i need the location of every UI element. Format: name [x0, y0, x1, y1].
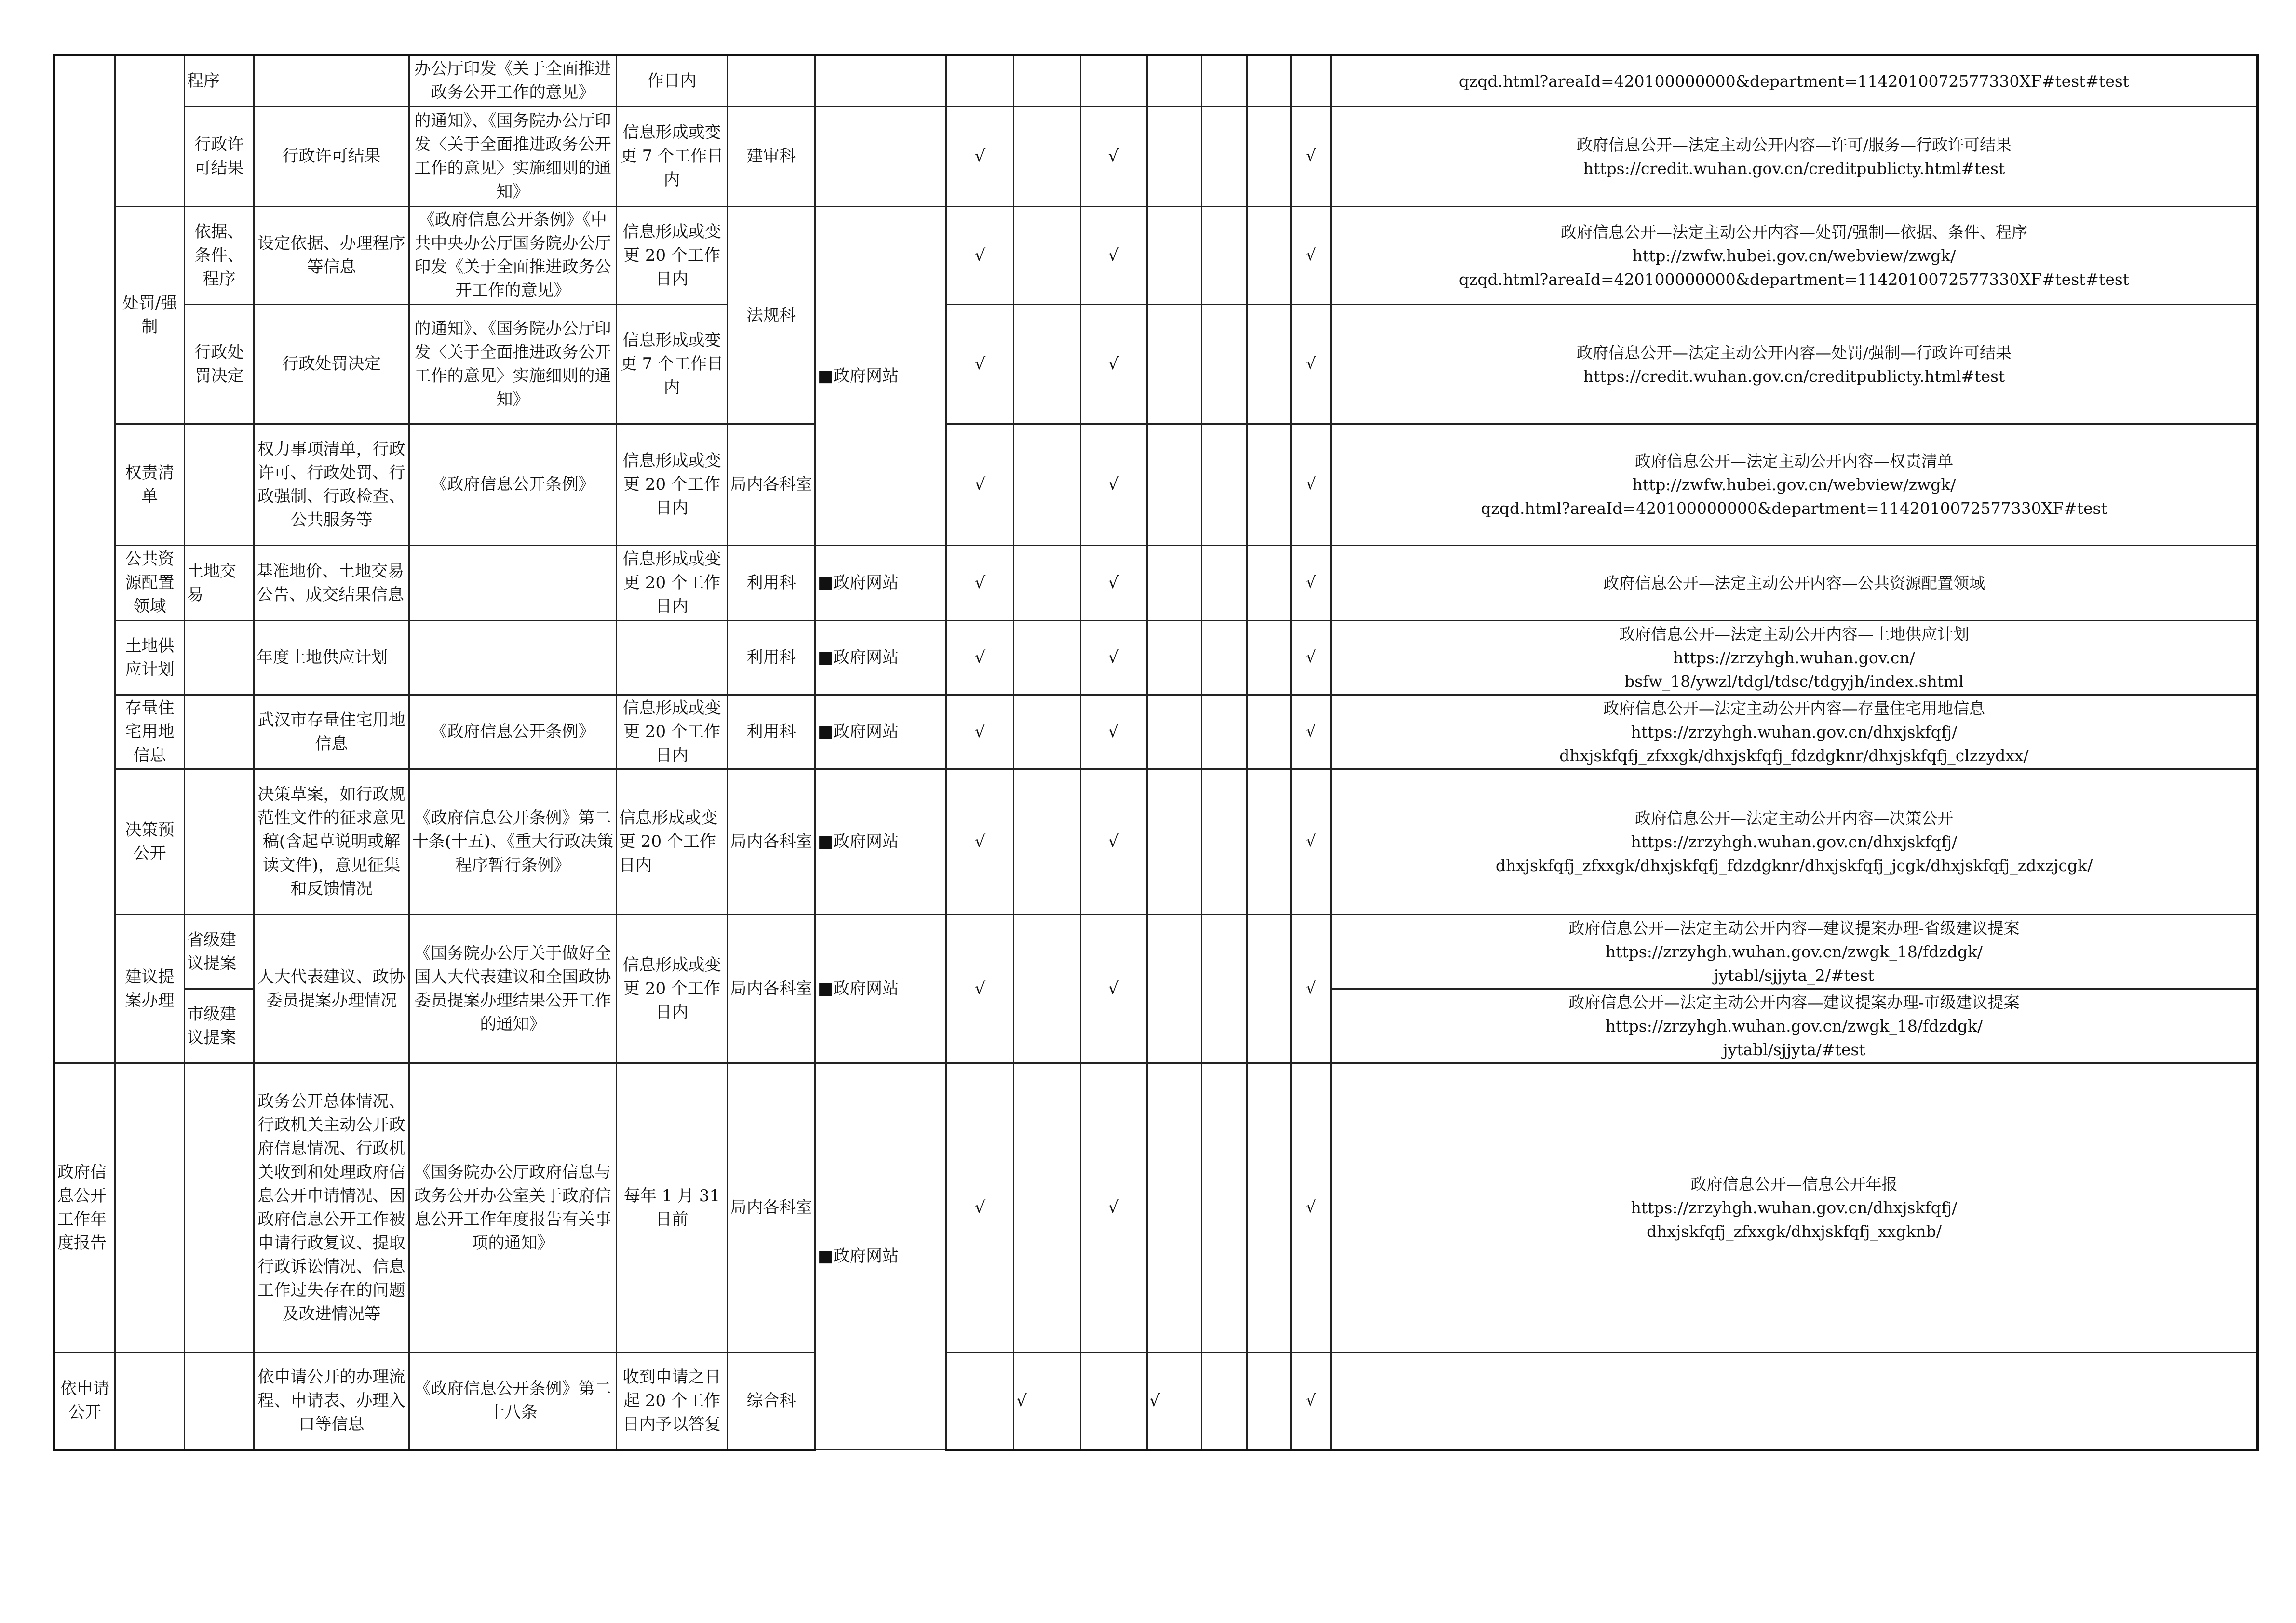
check-cell [1147, 621, 1202, 695]
timeframe-cell: 信息形成或变更 20 个工作日内 [617, 695, 728, 769]
url-line: 政府信息公开—法定主动公开内容—权责清单 [1635, 452, 1953, 470]
url-cell [1331, 107, 2258, 207]
item-cell: 程序 [185, 55, 254, 107]
content-cell: 行政许可结果 [254, 107, 409, 207]
dept-cell: 综合科 [728, 1353, 815, 1450]
check-cell [1147, 305, 1202, 424]
check-cell [1202, 621, 1247, 695]
subcategory-cell: 处罚/强制 [115, 207, 185, 424]
timeframe-cell: 收到申请之日起 20 个工作日内予以答复 [617, 1353, 728, 1450]
subcategory-cell: 决策预公开 [115, 769, 185, 915]
check-cell: √ [946, 915, 1014, 1063]
content-cell: 设定依据、办理程序等信息 [254, 207, 409, 305]
check-cell [1202, 55, 1247, 107]
url-line: dhxjskfqfj_zfxxgk/dhxjskfqfj_fdzdgknr/dhxjskfqfj_clzzydxx/ [1559, 746, 2029, 765]
check-cell [1202, 1063, 1247, 1353]
dept-cell: 局内各科室 [728, 915, 815, 1063]
url-line: http://zwfw.hubei.gov.cn/webview/zwgk/ [1632, 475, 1956, 494]
timeframe-cell: 信息形成或变更 20 个工作日内 [617, 424, 728, 546]
table-row [54, 1063, 2258, 1353]
check-cell [1014, 107, 1080, 207]
content-cell: 政务公开总体情况、行政机关主动公开政府信息情况、行政机关收到和处理政府信息公开申请情况、因政府信息公开工作被申请行政复议、提取行政诉讼情况、信息工作过失存在的问题及改进情况等 [254, 1063, 409, 1353]
item-cell: 行政许可结果 [185, 107, 254, 207]
check-cell [1247, 55, 1291, 107]
check-cell: √ [1080, 915, 1147, 1063]
check-cell [1202, 915, 1247, 1063]
url-line: https://zrzyhgh.wuhan.gov.cn/dhxjskfqfj/ [1631, 723, 1958, 741]
check-cell [1147, 55, 1202, 107]
url-line: jytabl/sjjyta_2/#test [1714, 966, 1875, 985]
dept-cell: 局内各科室 [728, 1063, 815, 1353]
check-cell: √ [946, 107, 1014, 207]
check-cell: √ [946, 1063, 1014, 1353]
url-line: https://credit.wuhan.gov.cn/creditpublicty.html#test [1583, 366, 2005, 386]
check-cell: √ [1080, 769, 1147, 915]
check-cell: √ [946, 769, 1014, 915]
url-cell [1331, 1063, 2258, 1353]
item-cell [185, 424, 254, 546]
url-cell [1331, 695, 2258, 769]
category-cell: 政府信息公开工作年度报告 [54, 1063, 115, 1353]
check-cell: √ [1291, 621, 1331, 695]
table-row [54, 546, 2258, 621]
table-row [54, 305, 2258, 424]
disclosure-table-sheet [53, 54, 2256, 1451]
table-row [54, 424, 2258, 546]
content-cell: 年度土地供应计划 [254, 621, 409, 695]
check-cell [1247, 621, 1291, 695]
url-line: 政府信息公开—法定主动公开内容—建议提案办理-省级建议提案 [1568, 919, 2020, 938]
url-cell [1331, 424, 2258, 546]
check-cell [1247, 424, 1291, 546]
check-cell: √ [1080, 1063, 1147, 1353]
check-cell: √ [1291, 546, 1331, 621]
check-cell [1014, 1063, 1080, 1353]
url-line: https://zrzyhgh.wuhan.gov.cn/dhxjskfqfj/ [1631, 832, 1958, 851]
url-line: 政府信息公开—法定主动公开内容—处罚/强制—依据、条件、程序 [1560, 222, 2028, 241]
subcategory-cell [115, 55, 185, 207]
check-cell [1014, 769, 1080, 915]
check-cell: √ [946, 546, 1014, 621]
url-line: https://credit.wuhan.gov.cn/creditpublicty.html#test [1583, 159, 2005, 178]
check-cell [1147, 546, 1202, 621]
check-cell [1247, 107, 1291, 207]
check-cell [1147, 1063, 1202, 1353]
check-cell [1014, 621, 1080, 695]
check-cell: √ [1080, 546, 1147, 621]
url-line: qzqd.html?areaId=420100000000&department=1142010072577330XF#test#test [1459, 71, 2130, 91]
table-row [54, 1353, 2258, 1450]
item-cell [185, 1353, 254, 1450]
check-cell: √ [1080, 207, 1147, 305]
check-cell: √ [1147, 1353, 1202, 1450]
item-cell: 省级建议提案 [185, 915, 254, 989]
check-cell [1147, 424, 1202, 546]
check-cell: √ [1291, 305, 1331, 424]
url-cell [1331, 55, 2258, 107]
channel-cell: ■政府网站 [815, 769, 946, 915]
item-cell: 市级建议提案 [185, 989, 254, 1063]
timeframe-cell: 每年 1 月 31 日前 [617, 1063, 728, 1353]
url-line: https://zrzyhgh.wuhan.gov.cn/zwgk_18/fdzdgk/ [1605, 1017, 1983, 1035]
basis-cell: 《政府信息公开条例》 [409, 424, 617, 546]
timeframe-cell: 信息形成或变更 7 个工作日内 [617, 305, 728, 424]
check-cell: √ [1014, 1353, 1080, 1450]
check-cell [1014, 207, 1080, 305]
item-cell: 依据、条件、程序 [185, 207, 254, 305]
check-cell: √ [1291, 769, 1331, 915]
item-cell: 行政处罚决定 [185, 305, 254, 424]
check-cell [1247, 207, 1291, 305]
check-cell [1014, 424, 1080, 546]
basis-cell: 《国务院办公厅关于做好全国人大代表建议和全国政协委员提案办理结果公开工作的通知》 [409, 915, 617, 1063]
url-line: 政府信息公开—法定主动公开内容—决策公开 [1635, 809, 1953, 828]
check-cell [1247, 305, 1291, 424]
check-cell [946, 1353, 1014, 1450]
subcategory-cell: 建议提案办理 [115, 915, 185, 1063]
check-cell [1014, 915, 1080, 1063]
item-cell: 土地交易 [185, 546, 254, 621]
content-cell: 决策草案，如行政规范性文件的征求意见稿(含起草说明或解读文件)，意见征集和反馈情况 [254, 769, 409, 915]
basis-cell: 的通知》、《国务院办公厅印发〈关于全面推进政务公开工作的意见〉实施细则的通知》 [409, 107, 617, 207]
dept-cell [728, 55, 815, 107]
dept-cell: 利用科 [728, 695, 815, 769]
check-cell [1014, 55, 1080, 107]
table-row [54, 55, 2258, 107]
channel-cell: ■政府网站 [815, 207, 946, 546]
url-line: 政府信息公开—法定主动公开内容—许可/服务—行政许可结果 [1576, 135, 2012, 154]
item-cell [185, 695, 254, 769]
check-cell [1147, 769, 1202, 915]
item-cell [185, 621, 254, 695]
check-cell: √ [1080, 305, 1147, 424]
check-cell [1147, 207, 1202, 305]
table-row [54, 769, 2258, 915]
check-cell [1147, 107, 1202, 207]
subcategory-cell: 存量住宅用地信息 [115, 695, 185, 769]
timeframe-cell: 信息形成或变更 7 个工作日内 [617, 107, 728, 207]
check-cell [1147, 695, 1202, 769]
dept-cell: 局内各科室 [728, 769, 815, 915]
url-line: http://zwfw.hubei.gov.cn/webview/zwgk/ [1632, 246, 1956, 265]
check-cell [1291, 55, 1331, 107]
check-cell: √ [1291, 1353, 1331, 1450]
disclosure-table [53, 54, 2259, 1451]
channel-cell: ■政府网站 [815, 915, 946, 1063]
check-cell: √ [946, 207, 1014, 305]
url-line: 政府信息公开—法定主动公开内容—处罚/强制—行政许可结果 [1576, 343, 2012, 362]
url-line: https://zrzyhgh.wuhan.gov.cn/ [1673, 648, 1915, 667]
timeframe-cell [617, 621, 728, 695]
url-cell [1331, 305, 2258, 424]
channel-cell: ■政府网站 [815, 1063, 946, 1450]
basis-cell: 办公厅印发《关于全面推进政务公开工作的意见》 [409, 55, 617, 107]
table-row [54, 207, 2258, 305]
url-line: dhxjskfqfj_zfxxgk/dhxjskfqfj_xxgknb/ [1647, 1222, 1942, 1241]
url-cell [1331, 546, 2258, 621]
url-line: https://zrzyhgh.wuhan.gov.cn/zwgk_18/fdzdgk/ [1605, 942, 1983, 961]
check-cell: √ [1291, 424, 1331, 546]
channel-cell: ■政府网站 [815, 621, 946, 695]
basis-cell: 《政府信息公开条例》 [409, 695, 617, 769]
category-cell [54, 55, 115, 1063]
dept-cell: 利用科 [728, 546, 815, 621]
content-cell [254, 55, 409, 107]
check-cell [1247, 915, 1291, 1063]
dept-cell: 利用科 [728, 621, 815, 695]
subcategory-cell [115, 1353, 185, 1450]
url-line: 政府信息公开—法定主动公开内容—土地供应计划 [1619, 625, 1969, 644]
timeframe-cell: 信息形成或变更 20 个工作日内 [617, 207, 728, 305]
check-cell [1247, 695, 1291, 769]
check-cell: √ [1080, 621, 1147, 695]
channel-cell: ■政府网站 [815, 546, 946, 621]
timeframe-cell: 信息形成或变更 20 个工作日内 [617, 546, 728, 621]
check-cell: √ [1291, 1063, 1331, 1353]
check-cell: √ [946, 305, 1014, 424]
url-line: 政府信息公开—法定主动公开内容—建议提案办理-市级建议提案 [1568, 993, 2020, 1012]
check-cell [1247, 769, 1291, 915]
url-line: https://zrzyhgh.wuhan.gov.cn/dhxjskfqfj/ [1631, 1198, 1958, 1217]
timeframe-cell: 作日内 [617, 55, 728, 107]
check-cell: √ [946, 695, 1014, 769]
content-cell: 基准地价、土地交易公告、成交结果信息 [254, 546, 409, 621]
check-cell: √ [946, 424, 1014, 546]
check-cell [1014, 695, 1080, 769]
check-cell [1247, 546, 1291, 621]
check-cell [1014, 305, 1080, 424]
check-cell: √ [1291, 107, 1331, 207]
basis-cell [409, 546, 617, 621]
basis-cell: 的通知》、《国务院办公厅印发〈关于全面推进政务公开工作的意见〉实施细则的通知》 [409, 305, 617, 424]
check-cell: √ [1291, 695, 1331, 769]
url-line: bsfw_18/ywzl/tdgl/tdsc/tdgyjh/index.shtml [1624, 672, 1964, 691]
timeframe-cell: 信息形成或变更 20 个工作日内 [617, 915, 728, 1063]
channel-cell [815, 107, 946, 207]
subcategory-cell: 权责清单 [115, 424, 185, 546]
check-cell [1202, 207, 1247, 305]
url-line: dhxjskfqfj_zfxxgk/dhxjskfqfj_fdzdgknr/dhxjskfqfj_jcgk/dhxjskfqfj_zdxzjcgk/ [1495, 856, 2093, 875]
check-cell: √ [1080, 424, 1147, 546]
url-cell [1331, 1353, 2258, 1450]
url-line: jytabl/sjjyta/#test [1723, 1040, 1865, 1059]
table-row [54, 915, 2258, 989]
check-cell [1202, 546, 1247, 621]
check-cell [1202, 1353, 1247, 1450]
subcategory-cell [115, 1063, 185, 1353]
url-cell [1331, 989, 2258, 1063]
check-cell [1080, 55, 1147, 107]
url-cell [1331, 207, 2258, 305]
check-cell [946, 55, 1014, 107]
check-cell: √ [1080, 107, 1147, 207]
dept-cell: 局内各科室 [728, 424, 815, 546]
url-line: 政府信息公开—法定主动公开内容—公共资源配置领域 [1603, 574, 1985, 592]
category-cell: 依申请公开 [54, 1353, 115, 1450]
content-cell: 行政处罚决定 [254, 305, 409, 424]
channel-cell [815, 55, 946, 107]
check-cell [1202, 769, 1247, 915]
basis-cell: 《政府信息公开条例》《中共中央办公厅国务院办公厅印发《关于全面推进政务公开工作的意见》 [409, 207, 617, 305]
check-cell [1014, 546, 1080, 621]
check-cell [1247, 1353, 1291, 1450]
basis-cell [409, 621, 617, 695]
check-cell [1202, 107, 1247, 207]
check-cell [1202, 305, 1247, 424]
dept-cell: 法规科 [728, 207, 815, 424]
check-cell: √ [1291, 207, 1331, 305]
table-row [54, 695, 2258, 769]
item-cell [185, 769, 254, 915]
content-cell: 权力事项清单，行政许可、行政处罚、行政强制、行政检查、公共服务等 [254, 424, 409, 546]
dept-cell: 建审科 [728, 107, 815, 207]
url-cell [1331, 769, 2258, 915]
url-cell [1331, 621, 2258, 695]
basis-cell: 《国务院办公厅政府信息与政务公开办公室关于政府信息公开工作年度报告有关事项的通知》 [409, 1063, 617, 1353]
content-cell: 人大代表建议、政协委员提案办理情况 [254, 915, 409, 1063]
check-cell: √ [1291, 915, 1331, 1063]
url-cell [1331, 915, 2258, 989]
url-line: qzqd.html?areaId=420100000000&department=1142010072577330XF#test#test [1459, 269, 2130, 289]
basis-cell: 《政府信息公开条例》第二十八条 [409, 1353, 617, 1450]
timeframe-cell: 信息形成或变更 20 个工作日内 [617, 769, 728, 915]
content-cell: 武汉市存量住宅用地信息 [254, 695, 409, 769]
table-row [54, 621, 2258, 695]
subcategory-cell: 公共资源配置领域 [115, 546, 185, 621]
check-cell [1202, 695, 1247, 769]
check-cell [1147, 915, 1202, 1063]
check-cell [1080, 1353, 1147, 1450]
channel-cell: ■政府网站 [815, 695, 946, 769]
subcategory-cell: 土地供应计划 [115, 621, 185, 695]
item-cell [185, 1063, 254, 1353]
content-cell: 依申请公开的办理流程、申请表、办理入口等信息 [254, 1353, 409, 1450]
check-cell [1247, 1063, 1291, 1353]
check-cell: √ [946, 621, 1014, 695]
url-line: 政府信息公开—法定主动公开内容—存量住宅用地信息 [1603, 699, 1985, 718]
check-cell [1202, 424, 1247, 546]
url-line: qzqd.html?areaId=420100000000&department=1142010072577330XF#test [1481, 499, 2107, 518]
url-line: 政府信息公开—信息公开年报 [1690, 1175, 1898, 1194]
basis-cell: 《政府信息公开条例》第二十条(十五)、《重大行政决策程序暂行条例》 [409, 769, 617, 915]
check-cell: √ [1080, 695, 1147, 769]
table-row [54, 107, 2258, 207]
